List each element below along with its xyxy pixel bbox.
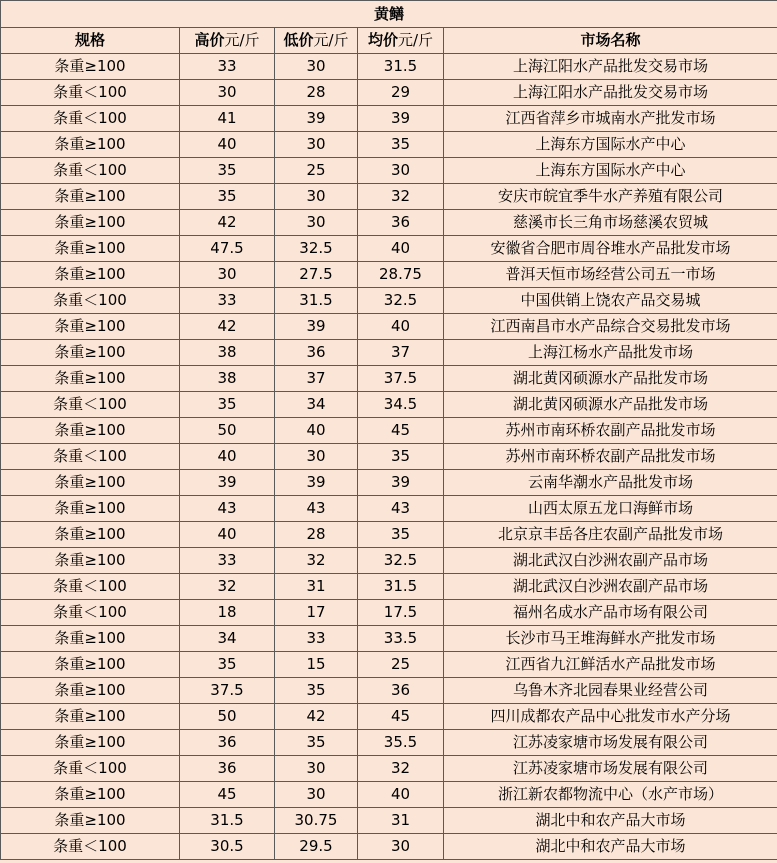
cell-spec: 条重≥100 [1,678,180,704]
cell-spec: 条重≥100 [1,626,180,652]
cell-avg-price: 45 [358,418,444,444]
table-row [1,236,777,262]
cell-market-name: 安徽省合肥市周谷堆水产品批发市场 [444,236,777,262]
cell-spec: 条重≥100 [1,314,180,340]
table-row [1,210,777,236]
cell-low-price: 25 [275,158,358,184]
cell-avg-price: 40 [358,236,444,262]
cell-avg-price: 36 [358,210,444,236]
cell-spec: 条重≥100 [1,548,180,574]
table-row [1,834,777,860]
cell-high-price: 41 [180,106,275,132]
table-row [1,496,777,522]
cell-low-price: 33 [275,626,358,652]
cell-low-price: 28 [275,80,358,106]
cell-high-price: 40 [180,522,275,548]
cell-spec: 条重≥100 [1,262,180,288]
cell-low-price: 42 [275,704,358,730]
cell-market-name: 福州名成水产品市场有限公司 [444,600,777,626]
cell-market-name: 四川成都农产品中心批发市水产分场 [444,704,777,730]
table-row [1,314,777,340]
table-row [1,652,777,678]
cell-spec: 条重≥100 [1,418,180,444]
table-row [1,730,777,756]
table-row [1,704,777,730]
cell-spec: 条重＜100 [1,288,180,314]
header-row [1,28,777,54]
cell-market-name: 上海东方国际水产中心 [444,158,777,184]
table-row [1,392,777,418]
cell-high-price: 43 [180,496,275,522]
header-spec: 规格 [1,28,180,54]
table-row [1,808,777,834]
cell-high-price: 40 [180,444,275,470]
cell-avg-price: 29 [358,80,444,106]
cell-low-price: 36 [275,340,358,366]
cell-high-price: 30 [180,80,275,106]
cell-spec: 条重≥100 [1,366,180,392]
title-row [1,1,777,28]
cell-spec: 条重＜100 [1,756,180,782]
cell-market-name: 江西省九江鲜活水产品批发市场 [444,652,777,678]
cell-spec: 条重＜100 [1,444,180,470]
header-unit: 元/斤 [397,31,434,49]
cell-low-price: 30 [275,132,358,158]
header-high [180,28,275,54]
cell-high-price: 50 [180,704,275,730]
cell-avg-price: 17.5 [358,600,444,626]
cell-high-price: 42 [180,314,275,340]
cell-low-price: 30 [275,184,358,210]
cell-high-price: 18 [180,600,275,626]
cell-market-name: 江西省萍乡市城南水产批发市场 [444,106,777,132]
table-row [1,444,777,470]
table-row [1,756,777,782]
cell-high-price: 38 [180,340,275,366]
cell-high-price: 35 [180,158,275,184]
table-row [1,366,777,392]
cell-spec: 条重≥100 [1,54,180,80]
cell-high-price: 50 [180,418,275,444]
cell-spec: 条重≥100 [1,132,180,158]
table-row [1,548,777,574]
cell-market-name: 上海江阳水产品批发交易市场 [444,54,777,80]
header-avg [358,28,444,54]
cell-high-price: 34 [180,626,275,652]
cell-low-price: 32.5 [275,236,358,262]
cell-low-price: 39 [275,470,358,496]
cell-avg-price: 30 [358,158,444,184]
cell-high-price: 33 [180,288,275,314]
cell-market-name: 苏州市南环桥农副产品批发市场 [444,418,777,444]
cell-market-name: 江苏凌家塘市场发展有限公司 [444,730,777,756]
cell-high-price: 31.5 [180,808,275,834]
cell-spec: 条重＜100 [1,834,180,860]
cell-low-price: 30 [275,756,358,782]
cell-avg-price: 33.5 [358,626,444,652]
cell-low-price: 31 [275,574,358,600]
cell-high-price: 35 [180,184,275,210]
cell-spec: 条重≥100 [1,522,180,548]
cell-market-name: 山西太原五龙口海鲜市场 [444,496,777,522]
table-row [1,574,777,600]
cell-spec: 条重≥100 [1,782,180,808]
cell-avg-price: 30 [358,834,444,860]
table-row [1,626,777,652]
table-title: 黄鳝 [1,1,777,28]
cell-avg-price: 35 [358,444,444,470]
cell-high-price: 35 [180,652,275,678]
cell-market-name: 湖北中和农产品大市场 [444,808,777,834]
cell-avg-price: 31 [358,808,444,834]
cell-high-price: 38 [180,366,275,392]
cell-high-price: 39 [180,470,275,496]
cell-market-name: 中国供销上饶农产品交易城 [444,288,777,314]
table-row [1,132,777,158]
cell-avg-price: 25 [358,652,444,678]
cell-high-price: 35 [180,392,275,418]
cell-spec: 条重≥100 [1,184,180,210]
cell-spec: 条重≥100 [1,808,180,834]
cell-avg-price: 40 [358,782,444,808]
cell-avg-price: 39 [358,106,444,132]
cell-high-price: 45 [180,782,275,808]
cell-spec: 条重＜100 [1,158,180,184]
cell-market-name: 云南华潮水产品批发市场 [444,470,777,496]
cell-spec: 条重≥100 [1,210,180,236]
cell-low-price: 30 [275,210,358,236]
cell-spec: 条重≥100 [1,704,180,730]
cell-avg-price: 35 [358,522,444,548]
cell-low-price: 30 [275,54,358,80]
header-market: 市场名称 [444,28,777,54]
header-low-label: 低价 [283,31,314,49]
cell-avg-price: 32.5 [358,288,444,314]
header-high-label: 高价 [194,31,225,49]
cell-market-name: 上海江阳水产品批发交易市场 [444,80,777,106]
cell-low-price: 35 [275,730,358,756]
cell-market-name: 普洱天恒市场经营公司五一市场 [444,262,777,288]
cell-market-name: 湖北中和农产品大市场 [444,834,777,860]
table-row [1,54,777,80]
cell-avg-price: 31.5 [358,54,444,80]
table-row [1,288,777,314]
cell-high-price: 42 [180,210,275,236]
cell-low-price: 30.75 [275,808,358,834]
table-row [1,600,777,626]
header-low [275,28,358,54]
cell-market-name: 湖北武汉白沙洲农副产品市场 [444,574,777,600]
cell-avg-price: 36 [358,678,444,704]
table-row [1,184,777,210]
cell-market-name: 北京京丰岳各庄农副产品批发市场 [444,522,777,548]
cell-spec: 条重≥100 [1,470,180,496]
cell-low-price: 35 [275,678,358,704]
cell-low-price: 27.5 [275,262,358,288]
cell-avg-price: 37 [358,340,444,366]
cell-avg-price: 37.5 [358,366,444,392]
cell-avg-price: 32.5 [358,548,444,574]
cell-high-price: 33 [180,54,275,80]
cell-avg-price: 43 [358,496,444,522]
cell-market-name: 江西南昌市水产品综合交易批发市场 [444,314,777,340]
cell-avg-price: 35 [358,132,444,158]
cell-low-price: 30 [275,444,358,470]
cell-market-name: 长沙市马王堆海鲜水产批发市场 [444,626,777,652]
cell-high-price: 32 [180,574,275,600]
cell-low-price: 31.5 [275,288,358,314]
cell-avg-price: 40 [358,314,444,340]
cell-market-name: 浙江新农都物流中心（水产市场） [444,782,777,808]
cell-market-name: 安庆市皖宜季牛水产养殖有限公司 [444,184,777,210]
cell-spec: 条重≥100 [1,730,180,756]
cell-high-price: 47.5 [180,236,275,262]
cell-high-price: 33 [180,548,275,574]
cell-low-price: 39 [275,314,358,340]
table-row [1,80,777,106]
cell-high-price: 36 [180,756,275,782]
cell-low-price: 43 [275,496,358,522]
table-body [1,54,777,860]
cell-market-name: 湖北黄冈硕源水产品批发市场 [444,392,777,418]
table-row [1,158,777,184]
header-avg-label: 均价 [367,31,398,49]
cell-spec: 条重≥100 [1,652,180,678]
cell-low-price: 34 [275,392,358,418]
cell-market-name: 苏州市南环桥农副产品批发市场 [444,444,777,470]
cell-market-name: 上海东方国际水产中心 [444,132,777,158]
cell-low-price: 28 [275,522,358,548]
cell-low-price: 37 [275,366,358,392]
cell-high-price: 30.5 [180,834,275,860]
cell-market-name: 上海江杨水产品批发市场 [444,340,777,366]
cell-avg-price: 28.75 [358,262,444,288]
cell-low-price: 40 [275,418,358,444]
header-unit: 元/斤 [313,31,349,49]
cell-low-price: 17 [275,600,358,626]
cell-avg-price: 32 [358,756,444,782]
table-row [1,262,777,288]
cell-avg-price: 39 [358,470,444,496]
cell-low-price: 15 [275,652,358,678]
cell-market-name: 湖北武汉白沙洲农副产品市场 [444,548,777,574]
cell-spec: 条重＜100 [1,392,180,418]
cell-spec: 条重≥100 [1,236,180,262]
cell-avg-price: 35.5 [358,730,444,756]
header-unit: 元/斤 [224,31,260,49]
table-row [1,106,777,132]
cell-spec: 条重＜100 [1,574,180,600]
table-row [1,340,777,366]
cell-avg-price: 32 [358,184,444,210]
table-row [1,470,777,496]
cell-high-price: 30 [180,262,275,288]
cell-low-price: 32 [275,548,358,574]
cell-high-price: 37.5 [180,678,275,704]
cell-low-price: 30 [275,782,358,808]
table-row [1,522,777,548]
cell-spec: 条重＜100 [1,600,180,626]
cell-high-price: 36 [180,730,275,756]
cell-high-price: 40 [180,132,275,158]
cell-avg-price: 34.5 [358,392,444,418]
cell-market-name: 湖北黄冈硕源水产品批发市场 [444,366,777,392]
cell-low-price: 39 [275,106,358,132]
cell-avg-price: 45 [358,704,444,730]
cell-market-name: 江苏凌家塘市场发展有限公司 [444,756,777,782]
table-row [1,418,777,444]
cell-low-price: 29.5 [275,834,358,860]
cell-spec: 条重＜100 [1,80,180,106]
cell-spec: 条重＜100 [1,106,180,132]
table-row [1,782,777,808]
cell-avg-price: 31.5 [358,574,444,600]
table-row [1,678,777,704]
cell-spec: 条重≥100 [1,340,180,366]
cell-market-name: 乌鲁木齐北园春果业经营公司 [444,678,777,704]
cell-spec: 条重≥100 [1,496,180,522]
cell-market-name: 慈溪市长三角市场慈溪农贸城 [444,210,777,236]
